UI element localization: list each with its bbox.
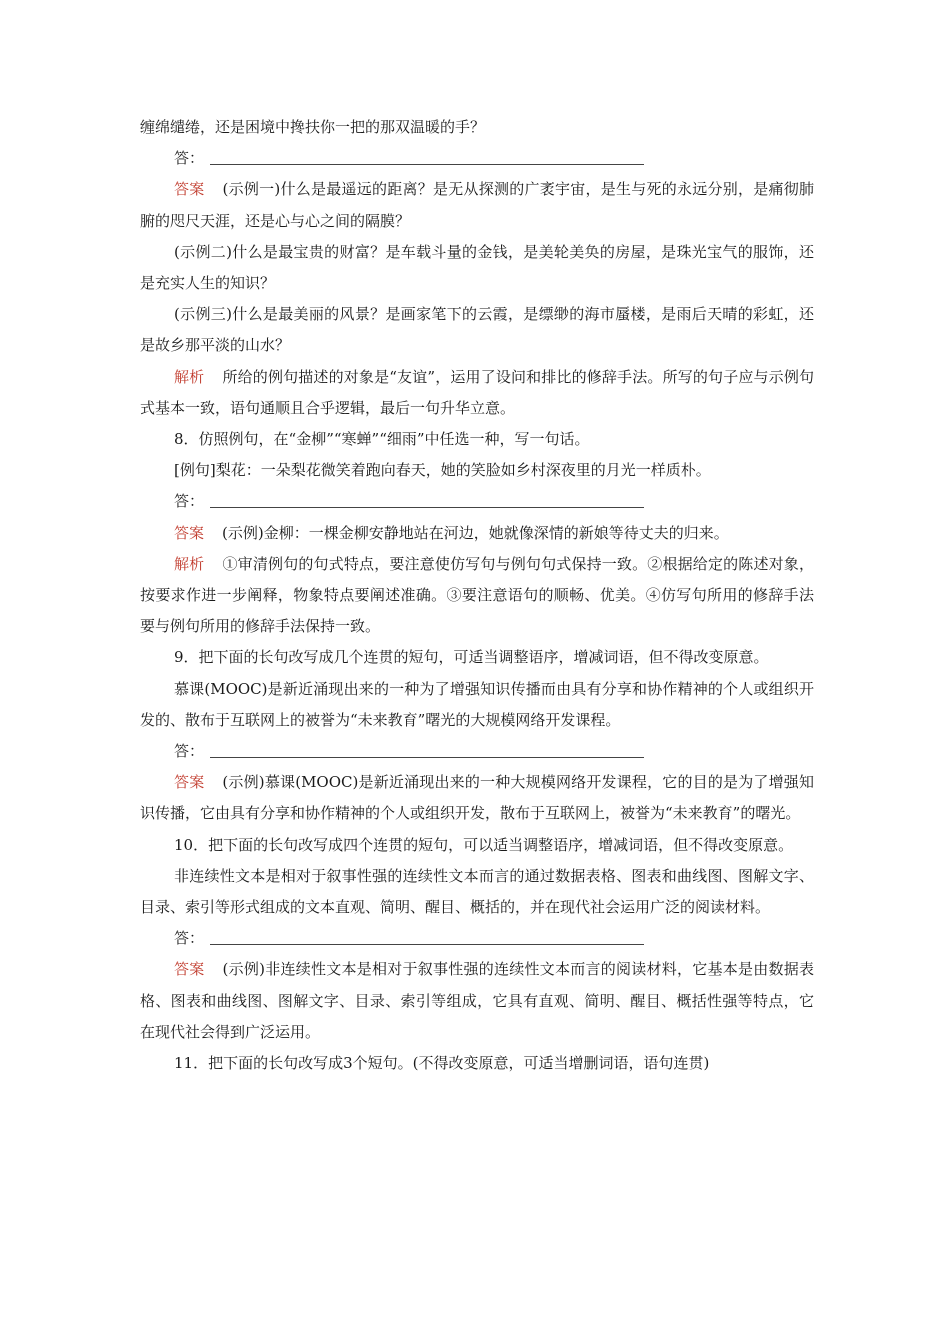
text-paragraph: 缠绵缱绻，还是困境中搀扶你一把的那双温暖的手？ (140, 118, 486, 136)
answer-text: (示例)金柳：一棵金柳安静地站在河边，她就像深情的新娘等待丈夫的归来。 (222, 523, 729, 542)
answer-label: 答案 (174, 773, 205, 792)
answer-paragraph (140, 954, 814, 1048)
blank-line (210, 926, 644, 945)
analysis-label: 解析 (174, 554, 205, 573)
text-paragraph: 10．把下面的长句改写成四个连贯的短句，可以适当调整语序，增减词语，但不得改变原意。 (174, 835, 794, 854)
analysis-text: ①审清例句的句式特点，要注意使仿写句与例句句式保持一致。②根据给定的陈述对象，按要求作进一步阐释，物象特点要阐述准确。③要注意语句的顺畅、优美。④仿写句所用的修辞手法要与例句所用的修辞手法保持一致。 (140, 554, 814, 636)
answer-paragraph (140, 767, 814, 829)
answer-text: (示例)非连续性文本是相对于叙事性强的连续性文本而言的阅读材料，它基本是由数据表格、图表和曲线图、图解文字、目录、索引等组成，它具有直观、简明、醒目、概括性强等特点，它在现代社会得到广泛运用。 (140, 960, 814, 1041)
answer-text: (示例)慕课(MOOC)是新近涌现出来的一种大规模网络开发课程，它的目的是为了增强知识传播，它由具有分享和协作精神的个人或组织开发，散布于互联网上，被誉为“未来教育”的曙光。 (140, 773, 814, 823)
analysis-paragraph (140, 549, 814, 643)
answer-blank (140, 736, 814, 767)
analysis-label: 解析 (174, 367, 205, 386)
answer-label: 答案 (174, 523, 205, 542)
text-paragraph: (示例三)什么是最美丽的风景？是画家笔下的云霞，是缥缈的海市蜃楼，是雨后天晴的彩虹，还是故乡那平淡的山水？ (140, 305, 814, 355)
answer-paragraph (140, 518, 814, 549)
analysis-paragraph (140, 362, 814, 424)
document-page (140, 112, 814, 1079)
blank-line (210, 146, 644, 165)
answer-text: (示例一)什么是最遥远的距离？是无从探测的广袤宇宙，是生与死的永远分别，是痛彻肺腑的咫尺天涯，还是心与心之间的隔膜？ (140, 180, 814, 230)
blank-line (210, 739, 644, 758)
text-paragraph: 9．把下面的长句改写成几个连贯的短句，可适当调整语序，增减词语，但不得改变原意。 (174, 648, 769, 667)
answer-label: 答案 (174, 960, 205, 979)
analysis-text: 所给的例句描述的对象是“友谊”，运用了设问和排比的修辞手法。所写的句子应与示例句式基本一致，语句通顺且合乎逻辑，最后一句升华立意。 (140, 367, 814, 417)
answer-blank (140, 486, 814, 517)
text-paragraph: (示例二)什么是最宝贵的财富？是车载斗量的金钱，是美轮美奂的房屋，是珠光宝气的服饰，还是充实人生的知识？ (140, 242, 814, 293)
answer-blank (140, 923, 814, 954)
blank-label: 答： (174, 929, 205, 948)
blank-label: 答： (174, 742, 205, 761)
answer-label: 答案 (174, 180, 205, 199)
text-paragraph: 慕课(MOOC)是新近涌现出来的一种为了增强知识传播而由具有分享和协作精神的个人或组织开发的、散布于互联网上的被誉为“未来教育”曙光的大规模网络开发课程。 (140, 679, 814, 729)
answer-paragraph (140, 174, 814, 236)
text-paragraph: 11．把下面的长句改写成3个短句。(不得改变原意，可适当增删词语，语句连贯) (174, 1054, 710, 1073)
text-paragraph: 8．仿照例句，在“金柳”“寒蝉”“细雨”中任选一种，写一句话。 (174, 430, 590, 449)
blank-label: 答： (174, 492, 205, 511)
text-paragraph: 非连续性文本是相对于叙事性强的连续性文本而言的通过数据表格、图表和曲线图、图解文字、目录、索引等形式组成的文本直观、简明、醒目、概括的，并在现代社会运用广泛的阅读材料。 (140, 866, 814, 917)
text-paragraph: [例句]梨花：一朵梨花微笑着跑向春天，她的笑脸如乡村深夜里的月光一样质朴。 (174, 461, 711, 480)
blank-line (210, 489, 644, 508)
answer-blank (140, 143, 814, 174)
blank-label: 答： (174, 149, 205, 168)
